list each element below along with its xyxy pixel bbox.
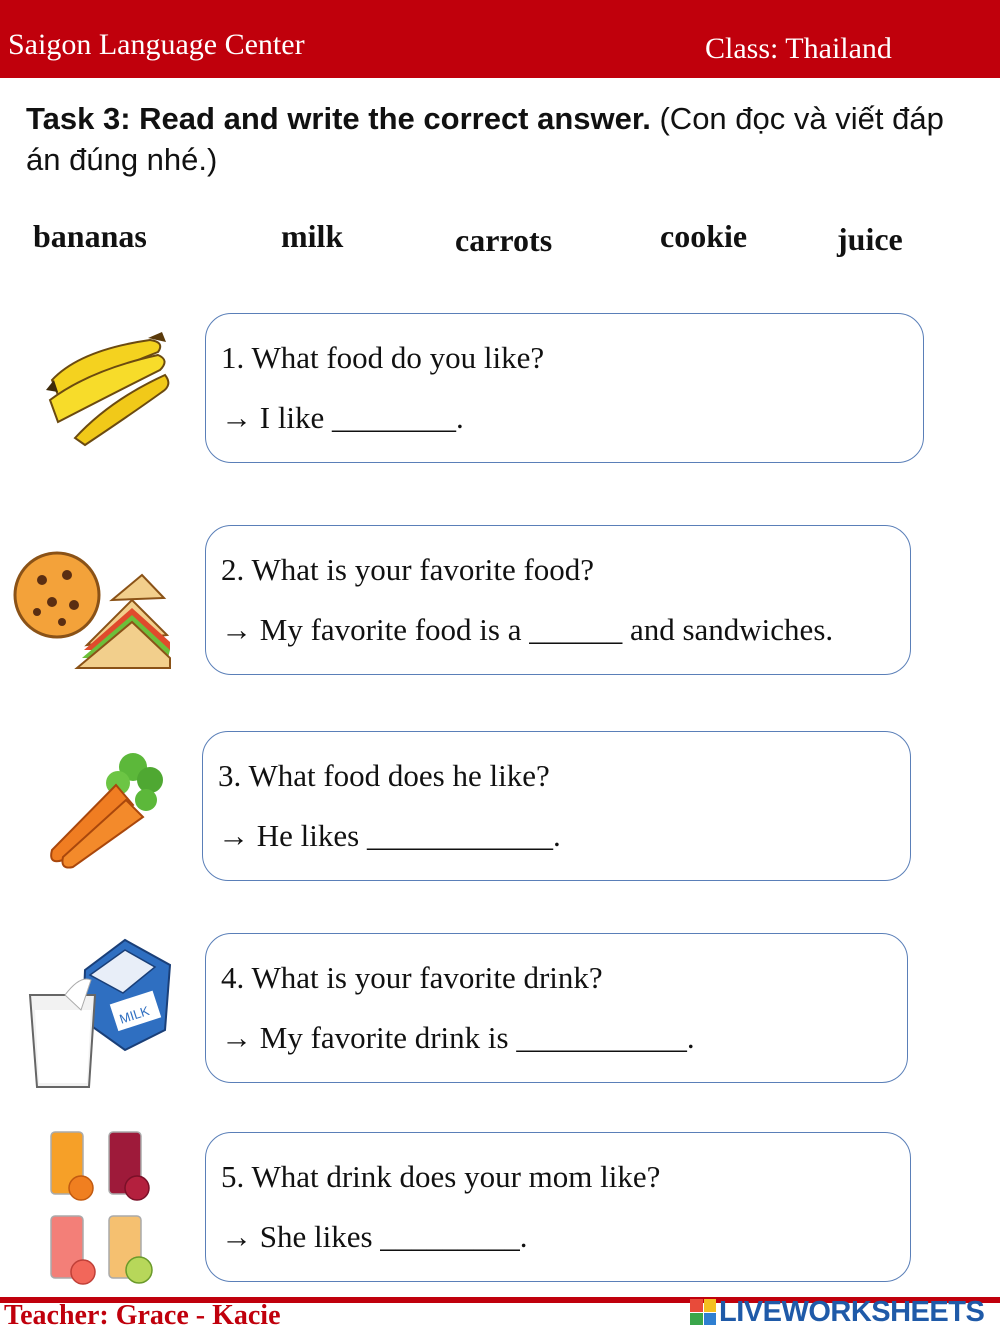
liveworksheets-logo bbox=[690, 1295, 990, 1329]
teacher-name: Teacher: Grace - Kacie bbox=[4, 1300, 281, 1331]
school-name: Saigon Language Center bbox=[8, 28, 305, 61]
question-box-3 bbox=[202, 731, 911, 881]
brand-text: LIVEWORKSHEETS bbox=[719, 1295, 985, 1328]
word-bank-item: juice bbox=[837, 221, 903, 257]
class-name: Class: Thailand bbox=[705, 32, 892, 65]
word-bank-item: cookie bbox=[660, 218, 748, 254]
answer-line[interactable]: → She likes _________. bbox=[221, 1219, 528, 1254]
svg-text:MILK: MILK bbox=[117, 1003, 152, 1027]
question-text: 3. What food does he like? bbox=[218, 758, 550, 793]
answer-line[interactable]: → My favorite drink is ___________. bbox=[221, 1020, 695, 1055]
milk-image bbox=[25, 935, 175, 1095]
question-text: 2. What is your favorite food? bbox=[221, 552, 595, 587]
question-text: 5. What drink does your mom like? bbox=[221, 1159, 661, 1194]
task-title: Read and write the correct answer. bbox=[139, 101, 651, 136]
logo-icon bbox=[690, 1299, 716, 1325]
answer-line[interactable]: → He likes ____________. bbox=[218, 818, 561, 853]
question-text: 4. What is your favorite drink? bbox=[221, 960, 603, 995]
question-box-2 bbox=[205, 525, 911, 675]
task-instruction bbox=[26, 98, 986, 180]
task-translation: (Con đọc và viết đáp án đúng nhé.) bbox=[26, 101, 944, 177]
juice-image bbox=[45, 1128, 165, 1288]
question-text: 1. What food do you like? bbox=[221, 340, 545, 375]
word-bank-item: milk bbox=[281, 218, 344, 254]
answer-line[interactable]: → I like ________. bbox=[221, 400, 464, 435]
carrots-image bbox=[38, 745, 170, 870]
cookie-sandwich-image bbox=[12, 550, 172, 680]
word-bank-item: bananas bbox=[33, 218, 147, 254]
question-box-1 bbox=[205, 313, 924, 463]
task-label: Task 3: bbox=[26, 101, 131, 136]
header-bar bbox=[0, 0, 1000, 78]
question-box-4 bbox=[205, 933, 908, 1083]
word-bank-item: carrots bbox=[455, 222, 553, 258]
bananas-image bbox=[40, 330, 175, 450]
answer-line[interactable]: → My favorite food is a ______ and sandwiches. bbox=[221, 612, 834, 647]
question-box-5 bbox=[205, 1132, 911, 1282]
